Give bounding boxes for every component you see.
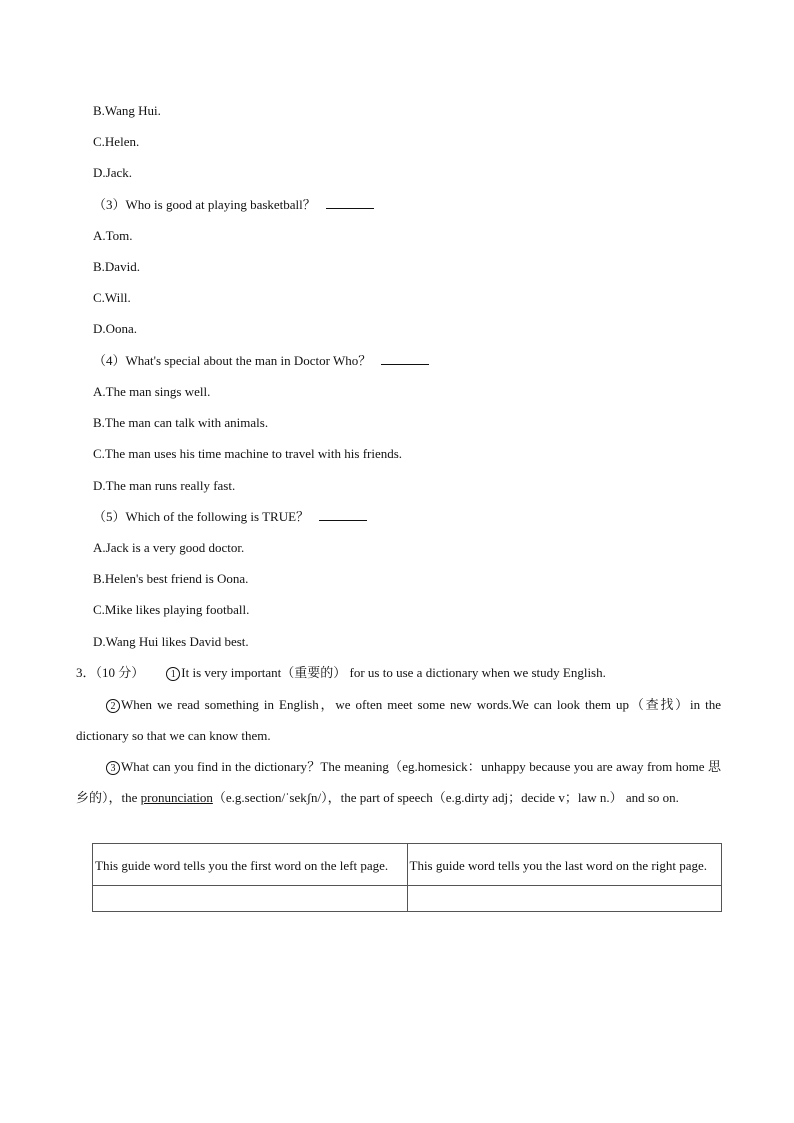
paragraph-2: When we read something in English，we often meet some new words.We can look them up（查找）in the dictionary so that we can know them. bbox=[76, 697, 721, 743]
table-row bbox=[93, 844, 722, 886]
paragraph-2-block bbox=[76, 689, 721, 751]
q5-option-c: C.Mike likes playing football. bbox=[93, 602, 250, 617]
paragraph-3-part-2: （e.g.section/ˈsekʃn/），the part of speech（e.g.dirty adj；decide v；law n.） and so on. bbox=[212, 790, 679, 805]
q4-option-a: A.The man sings well. bbox=[93, 384, 211, 399]
question-3 bbox=[93, 197, 374, 213]
q5-option-d: D.Wang Hui likes David best. bbox=[93, 634, 249, 649]
circled-number-1: 1 bbox=[166, 667, 180, 681]
q4-option-d: D.The man runs really fast. bbox=[93, 478, 236, 493]
q3-option-a: A.Tom. bbox=[93, 228, 133, 243]
q3-option-b: B.David. bbox=[93, 259, 140, 274]
q5-option-a: A.Jack is a very good doctor. bbox=[93, 540, 245, 555]
guide-word-table bbox=[92, 843, 722, 912]
section-3-line-1 bbox=[76, 665, 606, 681]
table-cell-left: This guide word tells you the first word on the left page. bbox=[93, 844, 408, 886]
q3-option-d: D.Oona. bbox=[93, 321, 138, 336]
answer-blank-5[interactable] bbox=[319, 509, 367, 521]
paragraph-1: It is very important（重要的） for us to use a dictionary when we study English. bbox=[181, 665, 606, 680]
question-5 bbox=[93, 509, 367, 525]
q5-option-b: B.Helen's best friend is Oona. bbox=[93, 571, 249, 586]
question-4 bbox=[93, 353, 429, 369]
question-4-stem: （4）What's special about the man in Doctor Who？ bbox=[93, 353, 372, 368]
question-5-stem: （5）Which of the following is TRUE？ bbox=[93, 509, 310, 524]
question-3-stem: （3）Who is good at playing basketball？ bbox=[93, 197, 316, 212]
option-d: D.Jack. bbox=[93, 165, 132, 180]
answer-blank-3[interactable] bbox=[326, 197, 374, 209]
q3-option-c: C.Will. bbox=[93, 290, 131, 305]
pronunciation-underlined: pronunciation bbox=[140, 790, 213, 805]
table-cell-right: This guide word tells you the last word on the right page. bbox=[407, 844, 722, 886]
section-3-number: 3．（10 分） bbox=[76, 665, 145, 680]
paragraph-3-part-1: What can you find in the dictionary？The meaning（eg.homesick：unhappy because you are away from home 思乡的），the bbox=[76, 759, 721, 805]
option-c: C.Helen. bbox=[93, 134, 140, 149]
table-row-empty bbox=[93, 886, 722, 912]
answer-cell-right[interactable] bbox=[407, 886, 722, 912]
paragraph-3-block bbox=[76, 751, 721, 813]
option-b: B.Wang Hui. bbox=[93, 103, 161, 118]
answer-blank-4[interactable] bbox=[381, 353, 429, 365]
answer-cell-left[interactable] bbox=[93, 886, 408, 912]
q4-option-c: C.The man uses his time machine to travel with his friends. bbox=[93, 446, 403, 461]
q4-option-b: B.The man can talk with animals. bbox=[93, 415, 269, 430]
circled-number-3: 3 bbox=[106, 761, 120, 775]
circled-number-2: 2 bbox=[106, 699, 120, 713]
